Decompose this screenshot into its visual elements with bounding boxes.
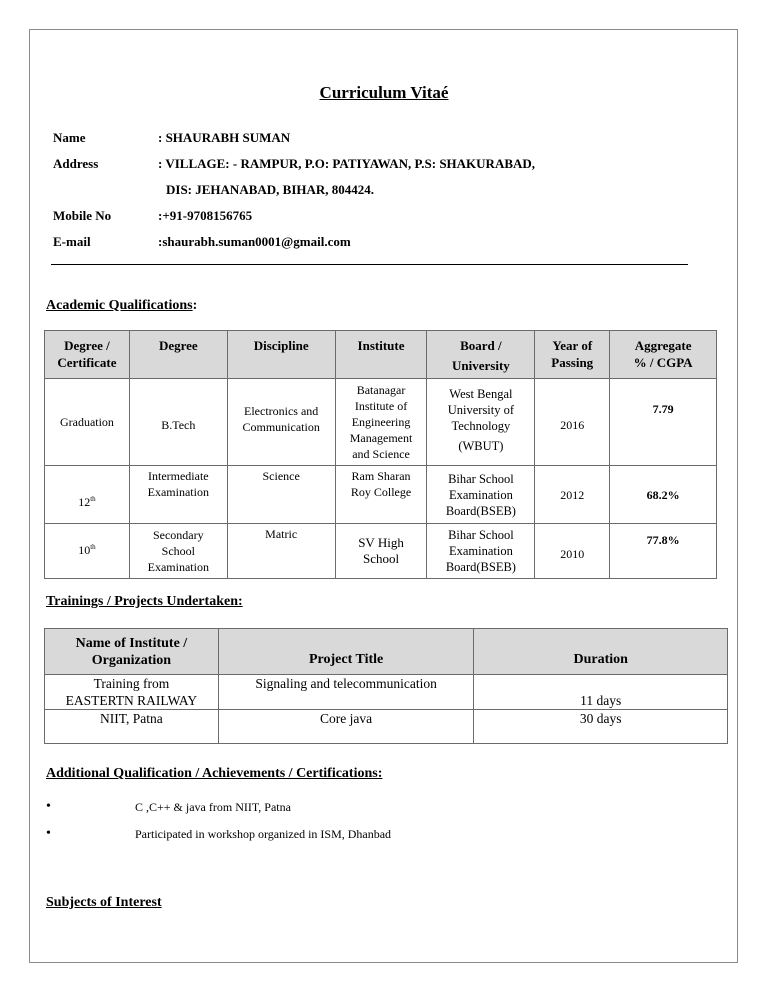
academic-header-row <box>45 331 717 379</box>
bullet-icon: • <box>46 799 51 814</box>
cell-institute: Batanagar Institute of Engineering Management and Science <box>335 379 427 466</box>
address-label: Address <box>53 156 99 171</box>
academic-heading-text: Academic Qualifications <box>46 298 193 313</box>
subjects-heading-text: Subjects of Interest <box>46 895 162 910</box>
table-row <box>45 379 717 466</box>
cell-aggregate: 7.79 <box>610 379 717 466</box>
academic-table <box>44 330 717 579</box>
header-aggregate: Aggregate % / CGPA <box>610 331 717 379</box>
header-degree: Degree <box>129 331 227 379</box>
name-label: Name <box>53 130 86 145</box>
header-discipline: Discipline <box>227 331 335 379</box>
cell-degree: B.Tech <box>129 379 227 466</box>
header-institute-organization: Name of Institute / Organization <box>45 629 219 675</box>
cell-institute: Ram Sharan Roy College <box>335 466 427 524</box>
cell-board: West Bengal University of Technology (WBUT) <box>427 379 535 466</box>
cell-institute: SV High School <box>335 524 427 579</box>
document-title: Curriculum Vitaé <box>319 83 449 102</box>
address-line-2: DIS: JEHANABAD, BIHAR, 804424. <box>166 182 375 197</box>
trainings-header-row <box>45 629 728 675</box>
trainings-heading-text: Trainings / Projects Undertaken: <box>46 594 243 609</box>
mobile-label: Mobile No <box>53 208 112 223</box>
cell-year: 2016 <box>535 379 610 466</box>
divider <box>51 264 688 265</box>
academic-heading-colon: : <box>192 298 198 313</box>
email-label: E-mail <box>53 234 91 249</box>
list-item-text: C ,C++ & java from NIIT, Patna <box>135 800 291 814</box>
header-degree-certificate: Degree / Certificate <box>45 331 130 379</box>
header-duration: Duration <box>474 629 728 675</box>
trainings-heading <box>46 594 243 610</box>
cell-institute: Training from EASTERTN RAILWAY <box>45 675 219 710</box>
subjects-heading <box>46 895 162 911</box>
cell-duration: 30 days <box>474 710 728 744</box>
email-value: :shaurabh.suman0001@gmail.com <box>158 234 351 249</box>
cell-project: Core java <box>218 710 474 744</box>
cell-degree: Intermediate Examination <box>129 466 227 524</box>
cell-degree: Secondary School Examination <box>129 524 227 579</box>
table-row <box>45 466 717 524</box>
cell-discipline: Science <box>227 466 335 524</box>
cell-discipline: Matric <box>227 524 335 579</box>
cell-project: Signaling and telecommunication <box>218 675 474 710</box>
cell-discipline: Electronics and Communication <box>227 379 335 466</box>
list-item-text: Participated in workshop organized in ISM, Dhanbad <box>135 827 392 841</box>
cell-certificate: Graduation <box>45 379 130 466</box>
cell-duration: 11 days <box>474 675 728 710</box>
header-project-title: Project Title <box>218 629 474 675</box>
address-line-1: : VILLAGE: - RAMPUR, P.O: PATIYAWAN, P.S: SHAKURABAD, <box>158 156 536 171</box>
cell-year: 2012 <box>535 466 610 524</box>
table-row <box>45 710 728 744</box>
cell-aggregate: 68.2% <box>610 466 717 524</box>
academic-heading <box>46 298 197 314</box>
header-year: Year of Passing <box>535 331 610 379</box>
mobile-value: :+91-9708156765 <box>158 208 253 223</box>
trainings-table <box>44 628 728 744</box>
cell-certificate: 10th <box>45 524 130 579</box>
cell-year: 2010 <box>535 524 610 579</box>
cell-aggregate: 77.8% <box>610 524 717 579</box>
table-row <box>45 675 728 710</box>
cell-certificate: 12th <box>45 466 130 524</box>
cell-board: Bihar School Examination Board(BSEB) <box>427 524 535 579</box>
additional-heading <box>46 766 382 782</box>
additional-heading-text: Additional Qualification / Achievements / Certifications: <box>46 766 383 781</box>
name-value: : SHAURABH SUMAN <box>158 130 291 145</box>
cell-institute: NIIT, Patna <box>45 710 219 744</box>
header-institute: Institute <box>335 331 427 379</box>
cell-board: Bihar School Examination Board(BSEB) <box>427 466 535 524</box>
header-board: Board / University <box>427 331 535 379</box>
bullet-icon: • <box>46 826 51 841</box>
table-row <box>45 524 717 579</box>
